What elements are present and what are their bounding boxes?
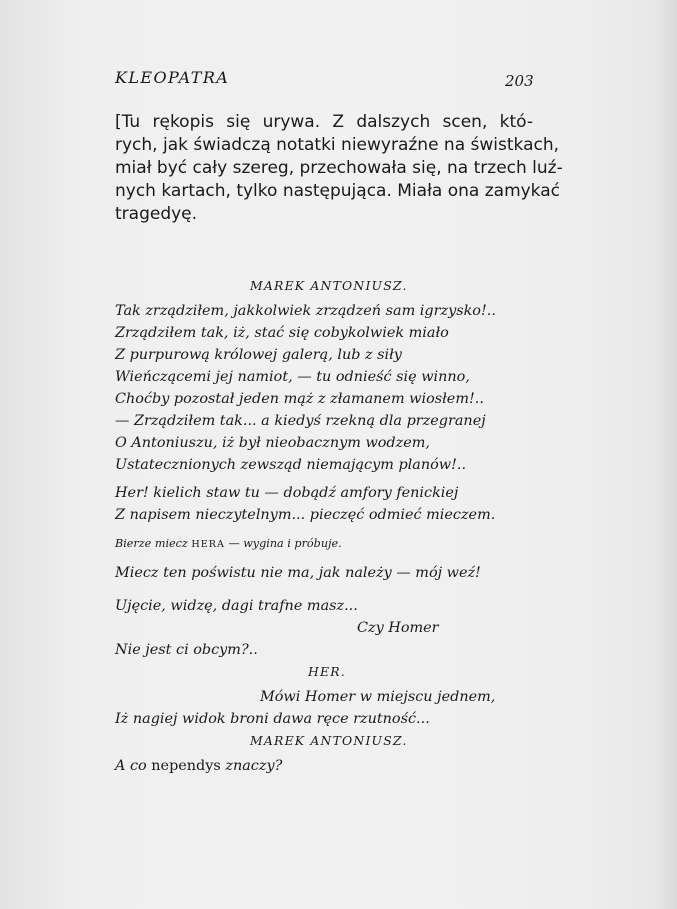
verse-line: Nie jest ci obcym?.. — [115, 642, 258, 658]
stage-direction — [115, 537, 342, 550]
verse-text: znaczy? — [225, 758, 283, 774]
stage-direction-character: HERA — [191, 539, 225, 550]
running-header-title: KLEOPATRA — [115, 68, 230, 87]
verse-line: Z purpurową królowej galerą, lub z siły — [115, 347, 402, 363]
prose-line: tragedyę. — [115, 204, 198, 224]
stage-direction-text: — wygina i próbuje. — [228, 537, 342, 550]
prose-line: rych, jak świadczą notatki niewyraźne na świstkach, — [115, 135, 560, 155]
page-edge-shadow — [655, 0, 677, 909]
speaker-name: MAREK ANTONIUSZ. — [250, 278, 408, 293]
verse-line — [115, 755, 282, 777]
verse-line: Miecz ten poświstu nie ma, jak należy — mój weź! — [115, 565, 481, 581]
editorial-note — [115, 111, 563, 226]
verse-line: Z napisem nieczytelnym... pieczęć odmieć mieczem. — [115, 507, 496, 523]
verse-line: Ujęcie, widzę, dagi trafne masz... — [115, 598, 358, 614]
prose-line: nych kartach, tylko następująca. Miała ona zamykać — [115, 181, 560, 201]
verse-line: Ustatecznionych zewsząd niemającym planów!.. — [115, 457, 467, 473]
verse-line: Iż nagiej widok broni dawa ręce rzutność... — [115, 711, 430, 727]
verse-text: A co — [115, 758, 147, 774]
verse-line: Mówi Homer w miejscu jednem, — [260, 689, 496, 705]
prose-line: miał być cały szereg, przechowała się, na trzech luź- — [115, 158, 563, 178]
verse-line: Tak zrządziłem, jakkolwiek zrządzeń sam igrzysko!.. — [115, 303, 496, 319]
verse-line: Czy Homer — [357, 620, 439, 636]
verse-line: Choćby pozostał jeden mąż z złamanem wiosłem!.. — [115, 391, 484, 407]
verse-line: O Antoniuszu, iż był nieobacznym wodzem, — [115, 435, 430, 451]
verse-foreign-word: nependys — [151, 758, 221, 774]
verse-line: Zrządziłem tak, iż, stać się cobykolwiek miało — [115, 325, 449, 341]
stage-direction-text: Bierze miecz — [115, 537, 188, 550]
prose-line: [Tu rękopis się urywa. Z dalszych scen, któ- — [115, 112, 533, 132]
verse-line: Wieńczącemi jej namiot, — tu odnieść się winno, — [115, 369, 470, 385]
speaker-name: HER. — [308, 664, 346, 679]
verse-line: Her! kielich staw tu — dobądź amfory fenickiej — [115, 485, 459, 501]
speaker-name: MAREK ANTONIUSZ. — [250, 733, 408, 748]
verse-line: — Zrządziłem tak... a kiedyś rzekną dla przegranej — [115, 413, 486, 429]
page-number: 203 — [505, 72, 534, 90]
